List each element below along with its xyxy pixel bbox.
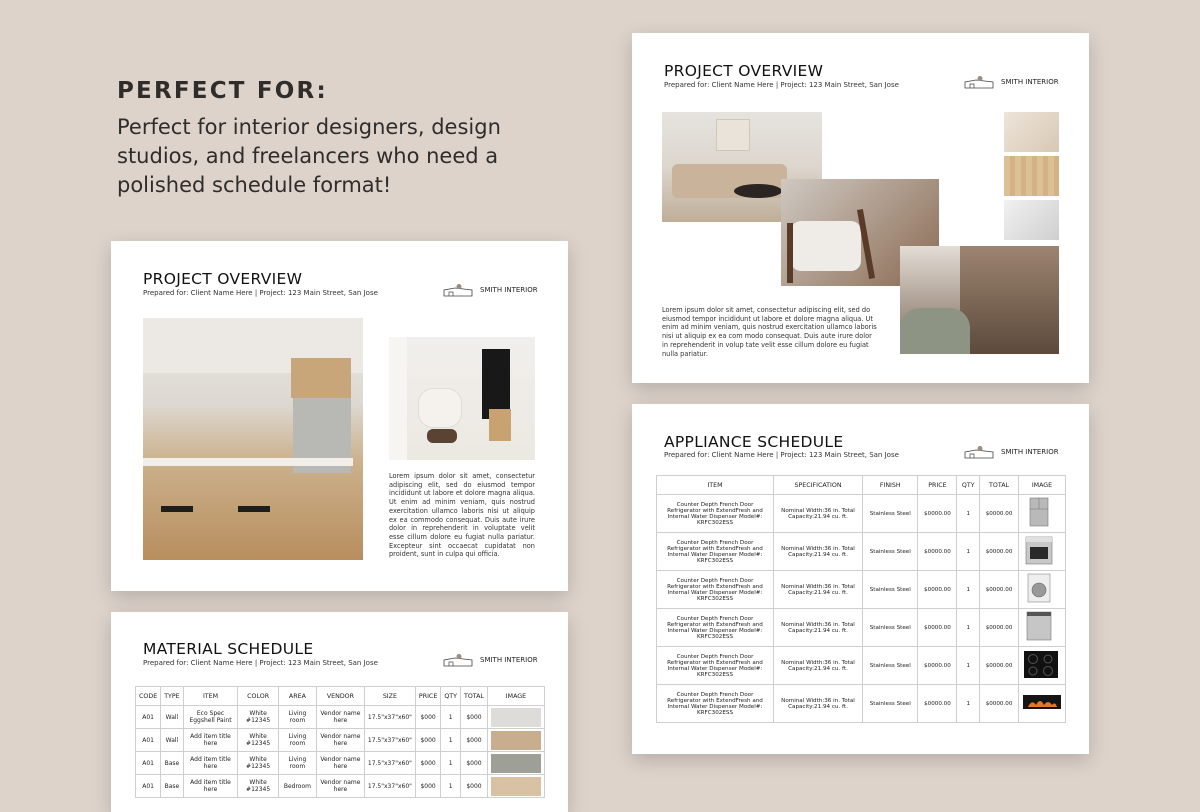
table-cell: Counter Depth French Door Refrigerator with ExtendFresh and Internal Water Dispenser Model#: KRFC302ESS [657,609,774,647]
table-row [136,775,545,798]
table-cell: Wall [161,706,183,729]
page-title: PROJECT OVERVIEW [664,62,824,80]
table-cell: 17.5"x37"x60" [364,706,415,729]
column-header: ITEM [657,476,774,495]
table-cell: 1 [957,571,980,609]
table-row [657,571,1066,609]
table-cell: White #12345 [238,729,279,752]
table-row [657,647,1066,685]
table-cell: $000 [460,729,487,752]
table-cell: $000 [460,752,487,775]
table-cell: Bedroom [278,775,316,798]
table-cell: A01 [136,729,161,752]
table-cell: Add item title here [183,775,238,798]
column-header: PRICE [918,476,957,495]
table-cell: $0000.00 [980,571,1019,609]
house-logo-icon [964,75,994,89]
brand-name: SMITH INTERIOR [480,286,538,294]
table-cell: 1 [441,706,461,729]
brand-name: SMITH INTERIOR [1001,78,1059,86]
table-cell: A01 [136,775,161,798]
chair-photo [389,337,535,460]
table-row [657,609,1066,647]
appliance-image-cell [1019,647,1066,685]
column-header: SPECIFICATION [774,476,863,495]
table-cell: White #12345 [238,775,279,798]
table-cell: Nominal Width:36 in. Total Capacity:21.94 cu. ft. [774,495,863,533]
table-cell: 17.5"x37"x60" [364,775,415,798]
table-cell: $0000.00 [980,609,1019,647]
material-image-cell [487,706,544,729]
table-row [657,495,1066,533]
prepared-line: Prepared for: Client Name Here | Project: 123 Main Street, San Jose [143,659,378,667]
table-cell: Counter Depth French Door Refrigerator with ExtendFresh and Internal Water Dispenser Model#: KRFC302ESS [657,495,774,533]
hero [117,78,547,200]
table-cell: Vendor name here [316,706,364,729]
column-header: TOTAL [460,687,487,706]
table-cell: Nominal Width:36 in. Total Capacity:21.94 cu. ft. [774,685,863,723]
stone-swatch [1004,200,1059,240]
table-cell: $0000.00 [918,495,957,533]
table-cell: Stainless Steel [863,609,918,647]
wood-swatch [1004,156,1059,196]
table-row [657,533,1066,571]
table-cell: $000 [415,775,440,798]
table-cell: Add item title here [183,752,238,775]
table-cell: A01 [136,706,161,729]
overview-body: Lorem ipsum dolor sit amet, consectetur adipiscing elit, sed do eiusmod tempor incididunt ut labore et dolore magna aliqua. Ut enim ad minim veniam, quis nostrud exercitation ullamco laboris nisi ut aliquip ex ea commodo consequat. Duis aute irure dolor in reprehenderit in voluptate velit esse cillum dolore eu fugiat nulla pariatur. Excepteur sint occaecat cupidatat non proident, sunt in culpa qui officia. [389,472,535,559]
column-header: QTY [441,687,461,706]
table-cell: Vendor name here [316,775,364,798]
material-swatch [491,777,541,796]
table-cell: Stainless Steel [863,571,918,609]
material-swatch [491,731,541,750]
material-swatch [491,708,541,727]
table-cell: $0000.00 [918,533,957,571]
table-cell: 17.5"x37"x60" [364,752,415,775]
table-cell: Stainless Steel [863,533,918,571]
page-title: MATERIAL SCHEDULE [143,640,314,658]
table-cell: Add item title here [183,729,238,752]
prepared-line: Prepared for: Client Name Here | Project: 123 Main Street, San Jose [143,289,378,297]
table-cell: 1 [957,685,980,723]
table-cell: 1 [957,647,980,685]
marble-swatch [1004,112,1059,152]
appliance-image-cell [1019,609,1066,647]
material-swatch [491,754,541,773]
appliance-image-cell [1019,571,1066,609]
column-header: TOTAL [980,476,1019,495]
house-logo-icon [443,653,473,667]
column-header: IMAGE [487,687,544,706]
brand-name: SMITH INTERIOR [1001,448,1059,456]
prepared-line: Prepared for: Client Name Here | Project: 123 Main Street, San Jose [664,81,899,89]
material-image-cell [487,775,544,798]
table-row [657,685,1066,723]
table-cell: Living room [278,729,316,752]
column-header: ITEM [183,687,238,706]
table-cell: 1 [441,752,461,775]
project-overview-card-left [111,241,568,591]
table-cell: 1 [957,495,980,533]
table-cell: $0000.00 [980,647,1019,685]
overview-body: Lorem ipsum dolor sit amet, consectetur adipiscing elit, sed do eiusmod tempor incididunt ut labore et dolore magna aliqua. Ut enim ad minim veniam, quis nostrud exercitation ullamco laboris nisi ut aliquip ex ea com modo consequat. Duis aute irure dolor in reprehenderit in volup tate velit esse cillum dolore eu fugiat nulla pariatur. [662,306,877,358]
column-header: PRICE [415,687,440,706]
kitchen-photo [143,318,363,560]
dishwasher-icon [1022,638,1062,644]
table-cell: Nominal Width:36 in. Total Capacity:21.94 cu. ft. [774,647,863,685]
column-header: IMAGE [1019,476,1066,495]
column-header: AREA [278,687,316,706]
brand [443,283,538,297]
range-icon [1022,562,1062,568]
page-title: APPLIANCE SCHEDULE [664,433,844,451]
column-header: VENDOR [316,687,364,706]
table-cell: Base [161,752,183,775]
material-image-cell [487,752,544,775]
table-cell: Counter Depth French Door Refrigerator with ExtendFresh and Internal Water Dispenser Model#: KRFC302ESS [657,533,774,571]
table-cell: Stainless Steel [863,685,918,723]
appliance-image-cell [1019,685,1066,723]
fireplace-icon [1022,714,1062,720]
table-cell: Nominal Width:36 in. Total Capacity:21.94 cu. ft. [774,533,863,571]
table-cell: A01 [136,752,161,775]
table-cell: Eco Spec Eggshell Paint [183,706,238,729]
table-cell: 1 [957,533,980,571]
column-header: COLOR [238,687,279,706]
house-logo-icon [443,283,473,297]
table-cell: White #12345 [238,752,279,775]
table-cell: $000 [415,752,440,775]
house-logo-icon [964,445,994,459]
table-cell: Nominal Width:36 in. Total Capacity:21.94 cu. ft. [774,571,863,609]
appliance-image-cell [1019,495,1066,533]
washer-icon [1022,600,1062,606]
table-cell: $000 [460,706,487,729]
project-overview-card-right [632,33,1089,383]
table-cell: Nominal Width:36 in. Total Capacity:21.94 cu. ft. [774,609,863,647]
hero-text: Perfect for interior designers, design studios, and freelancers who need a polished schedule format! [117,115,501,197]
table-cell: Stainless Steel [863,495,918,533]
table-row [136,752,545,775]
table-cell: White #12345 [238,706,279,729]
table-cell: Living room [278,752,316,775]
brand [964,75,1059,89]
material-table [135,686,545,798]
page-title: PROJECT OVERVIEW [143,270,303,288]
table-cell: $000 [460,775,487,798]
table-cell: Living room [278,706,316,729]
appliance-schedule-card [632,404,1089,754]
material-schedule-card [111,612,568,812]
appliance-image-cell [1019,533,1066,571]
column-header: QTY [957,476,980,495]
refrigerator-icon [1022,524,1062,530]
table-cell: 17.5"x37"x60" [364,729,415,752]
table-cell: 1 [441,729,461,752]
table-cell: $0000.00 [980,533,1019,571]
table-cell: $000 [415,729,440,752]
table-cell: $0000.00 [918,647,957,685]
table-cell: 1 [441,775,461,798]
table-cell: $0000.00 [980,685,1019,723]
brand [443,653,538,667]
column-header: TYPE [161,687,183,706]
table-cell: $000 [415,706,440,729]
table-row [136,706,545,729]
table-cell: $0000.00 [918,571,957,609]
column-header: CODE [136,687,161,706]
table-cell: Counter Depth French Door Refrigerator with ExtendFresh and Internal Water Dispenser Model#: KRFC302ESS [657,571,774,609]
table-cell: Base [161,775,183,798]
column-header: FINISH [863,476,918,495]
table-header-row [657,476,1066,495]
cooktop-icon [1022,676,1062,682]
bedroom-photo [900,246,1059,354]
table-cell: $0000.00 [980,495,1019,533]
table-cell: Vendor name here [316,729,364,752]
table-cell: Wall [161,729,183,752]
material-image-cell [487,729,544,752]
table-row [136,729,545,752]
appliance-table [656,475,1066,723]
column-header: SIZE [364,687,415,706]
hero-heading: PERFECT FOR: [117,78,328,104]
table-cell: Counter Depth French Door Refrigerator with ExtendFresh and Internal Water Dispenser Model#: KRFC302ESS [657,647,774,685]
table-cell: Stainless Steel [863,647,918,685]
table-header-row [136,687,545,706]
brand-name: SMITH INTERIOR [480,656,538,664]
brand [964,445,1059,459]
table-cell: $0000.00 [918,685,957,723]
prepared-line: Prepared for: Client Name Here | Project: 123 Main Street, San Jose [664,451,899,459]
table-cell: Vendor name here [316,752,364,775]
table-cell: $0000.00 [918,609,957,647]
table-cell: Counter Depth French Door Refrigerator with ExtendFresh and Internal Water Dispenser Model#: KRFC302ESS [657,685,774,723]
table-cell: 1 [957,609,980,647]
